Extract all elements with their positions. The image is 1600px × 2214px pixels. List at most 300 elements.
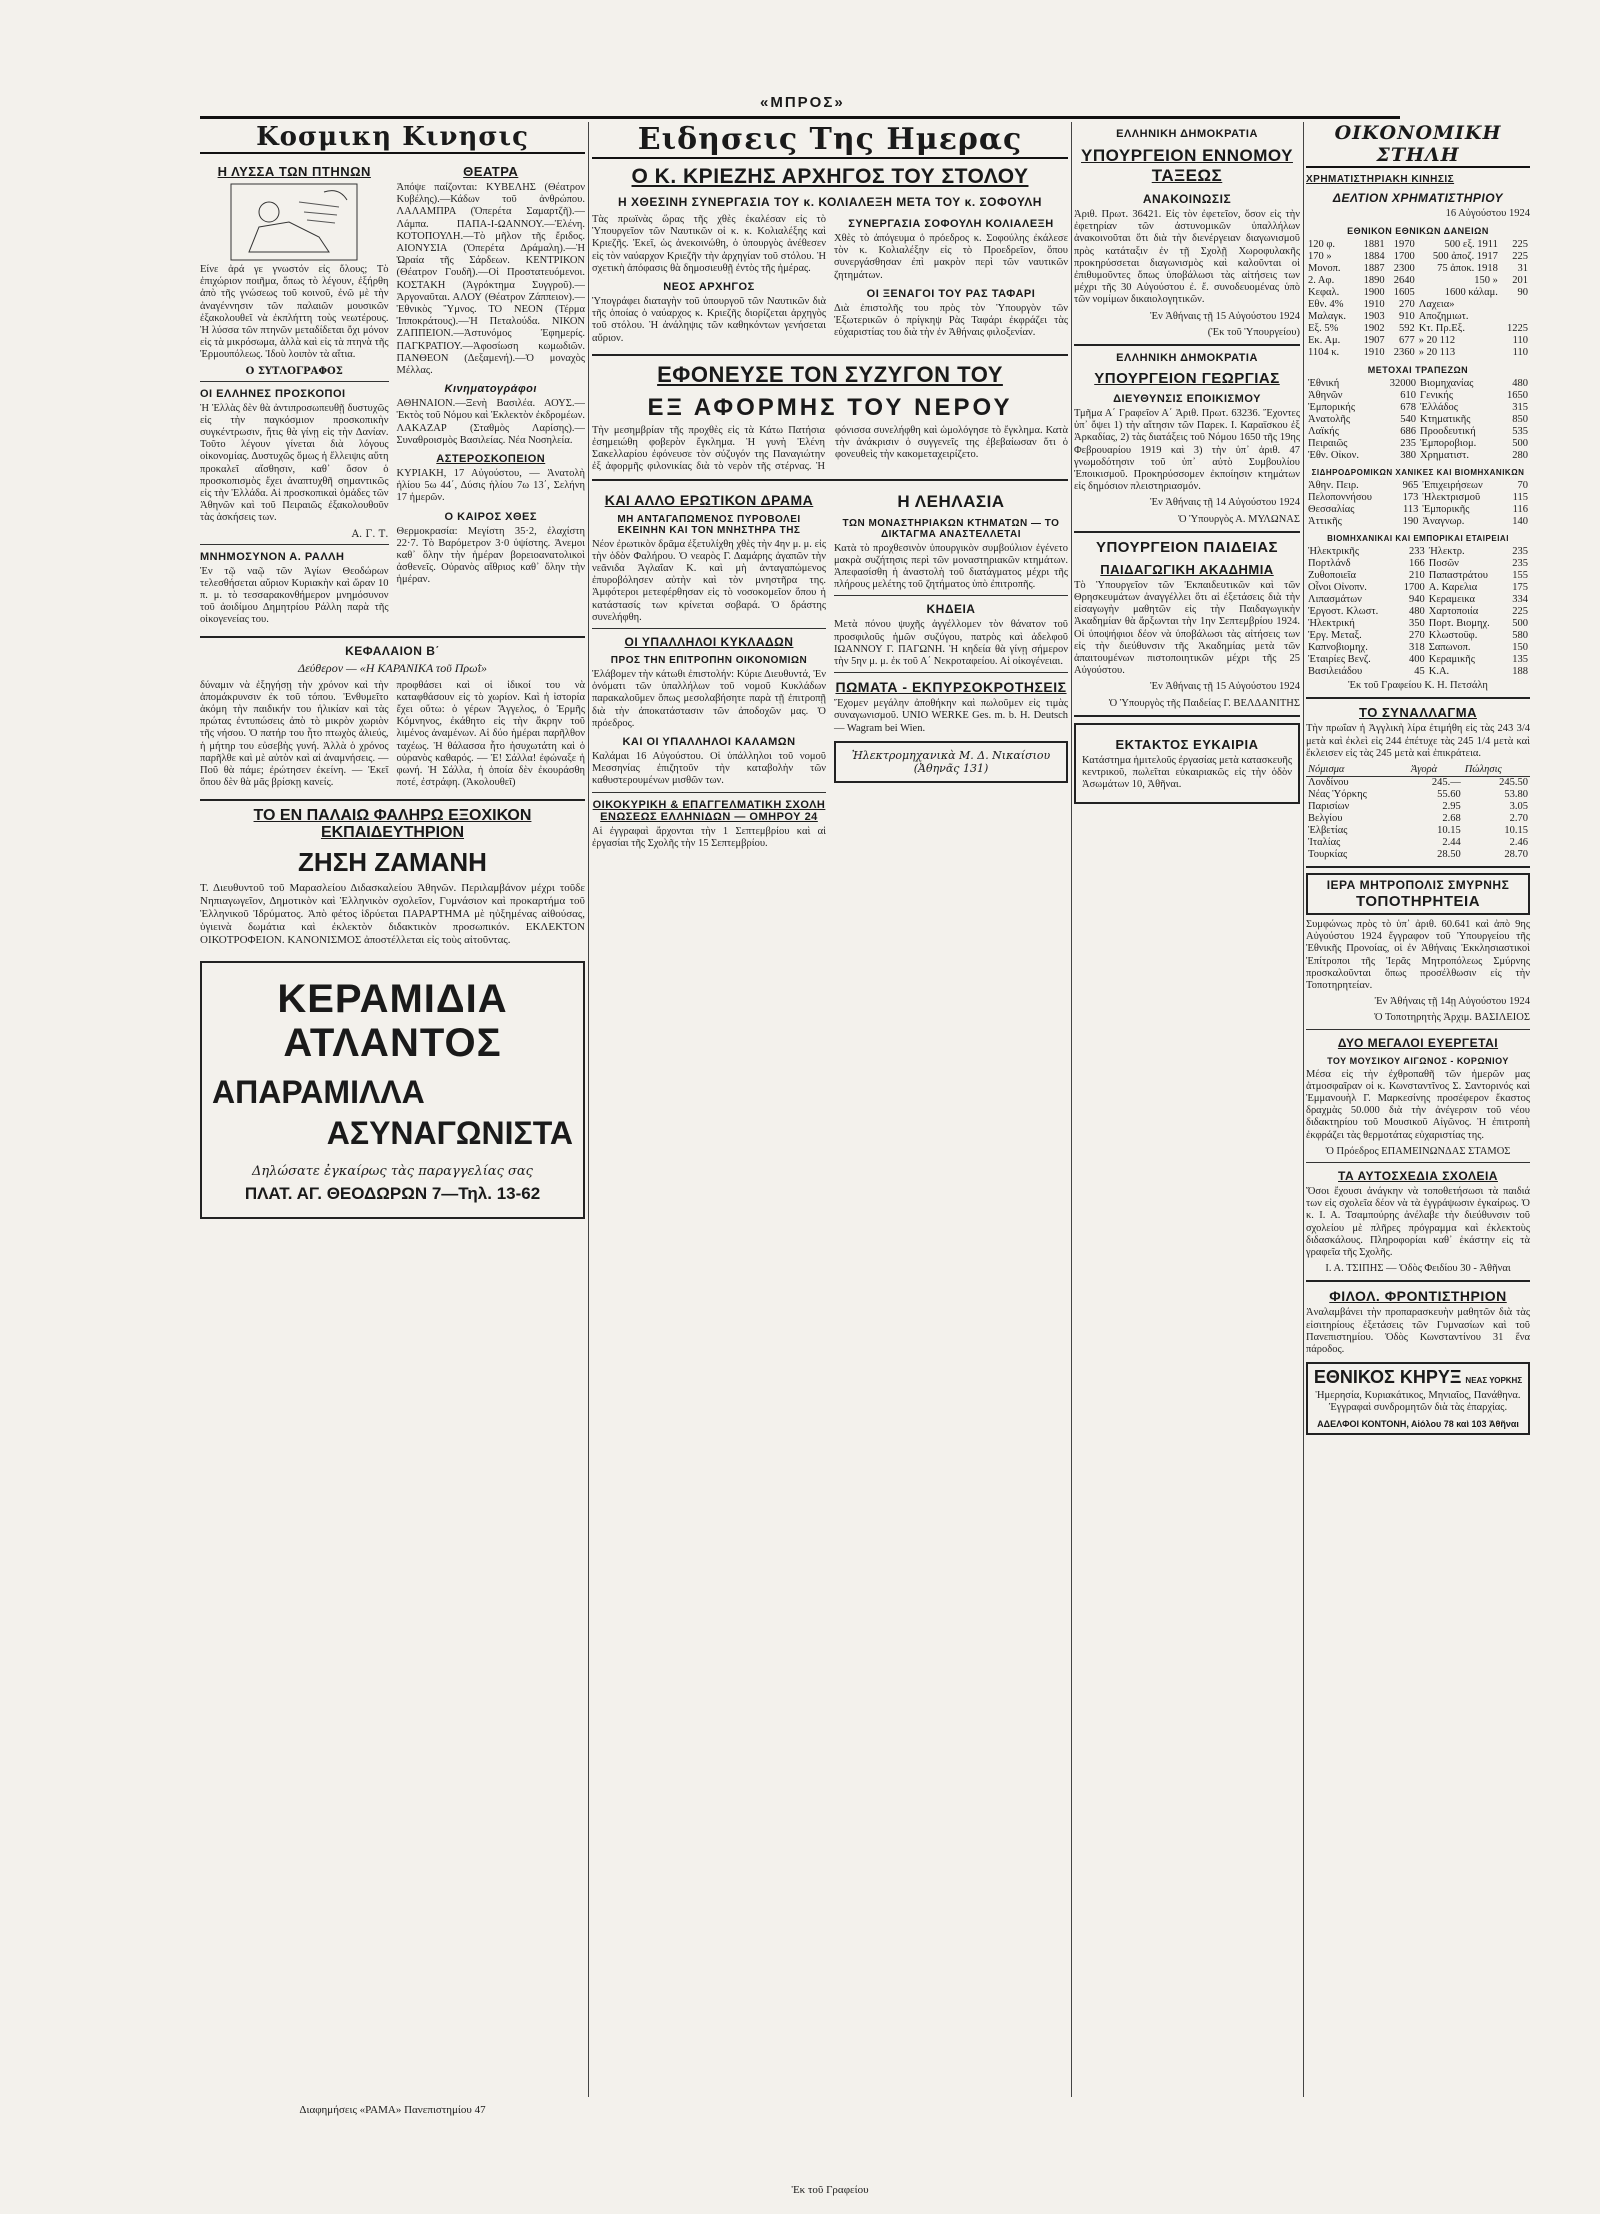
table-cell: Γενικής [1420,390,1453,402]
table-cell: 120 φ. [1308,239,1336,251]
charity-title: ΔΥΟ ΜΕΓΑΛΟΙ ΕΥΕΡΓΕΤΑΙ [1337,1035,1499,1050]
table-cell: 500 [1512,618,1528,630]
headline-sub: ΕΞ ΑΦΟΡΜΗΣ ΤΟΥ ΝΕΡΟΥ [647,393,1013,421]
table-row [1306,825,1530,837]
table-cell: Παπαστράτου [1428,570,1488,582]
table-cell: 1902 [1363,323,1385,335]
table-cell: 350 [1409,618,1425,630]
table-cell: 2.68 [1442,813,1461,825]
news-footer: Ἐκ τοῦ Γραφείου [791,2184,869,2196]
table-cell: Ἀττικῆς [1308,516,1342,528]
table-row [1306,666,1530,678]
table-cell: 850 [1512,414,1528,426]
herald-ad-tag: ΝΕΑΣ ΥΟΡΚΗΣ [1465,1376,1523,1386]
news-body: Κατὰ τὸ προχθεσινὸν ὑπουργικὸν συμβούλιον ἐγένετο μακρὰ συζήτησις περὶ τῶν μοναστηριακῶν κτημάτων. Ἀπεφασίσθη ἡ ἀναστολὴ τοῦ διατάγματος μέχρι τῆς πλήρους μελέτης τοῦ ζητήματος ὑπὸ ἐπιτροπῆς. [834,542,1068,591]
table-cell: 592 [1399,323,1415,335]
table-cell: 318 [1409,642,1425,654]
table-cell: Πελοποννήσου [1308,492,1372,504]
table-cell: 686 [1400,426,1416,438]
bulletin-date: 16 Αὐγούστου 1924 [1445,208,1530,219]
table-cell: 75 ἀποκ. 1918 [1437,263,1498,275]
ad-agency-note: Διαφημήσεις «ΡΑΜΑ» Πανεπιστημίου 47 [299,2104,486,2116]
table-row [1306,450,1530,462]
table-cell: 28.50 [1437,849,1461,861]
tutor-title: ΦΙΛΟΛ. ΦΡΟΝΤΙΣΤΗΡΙΟΝ [1329,1288,1507,1305]
notice-title: ΠΑΙΔΑΓΩΓΙΚΗ ΑΚΑΔΗΜΙΑ [1100,561,1274,577]
table-row [1306,251,1530,263]
table-cell: 233 [1409,546,1425,558]
news-body: Χθὲς τὸ ἀπόγευμα ὁ πρόεδρος κ. Σοφούλης ἐκάλεσε τὸν κ. Κολιαλέξην εἰς τὸ Προεδρεῖον, ὅπου συνεργάσθησαν ἐπὶ μακρὸν περὶ τῶν ναυτικῶν ζητημάτων. [834,233,1068,281]
section-title: ΟΙΚΟΝΟΜΙΚΗ ΣΤΗΛΗ [1306,122,1530,168]
table-row [1306,594,1530,606]
table-row [1306,480,1530,492]
table-row [1306,654,1530,666]
table-cell: 965 [1402,480,1419,492]
table-cell: 166 [1409,558,1425,570]
table-cell: 2300 [1393,263,1415,275]
news-body: Τὰς πρωϊνὰς ὥρας τῆς χθὲς ἐκαλέσαν εἰς τὸ Ὑπουργεῖον τῶν Ναυτικῶν οἱ κ. κ. Κολιαλέξης καὶ Κριεζῆς. Ἐκεῖ, ὡς ἀνεκοινώθη, ὁ ὑπουργὸς ἀνέθεσεν εἰς τὸν ναύαρχον Κριεζῆν τὴν ἀρχηγίαν τοῦ στόλου. Ἡ σχετικὴ ἀπόφασις θὰ δημοσιευθῇ ἐντὸς τῆς ἡμέρας. [592,214,826,274]
industry-title: ΒΙΟΜΗΧΑΝΙΚΑΙ ΚΑΙ ΕΜΠΟΡΙΚΑΙ ΕΤΑΙΡΕΙΑΙ [1327,534,1509,544]
table-cell: Οἶνοι Οἰνοπν. [1308,582,1367,594]
headline-sub: ΜΗ ΑΝΤΑΓΑΠΩΜΕΝΟΣ ΠΥΡΟΒΟΛΕΙ ΕΚΕΙΝΗΝ ΚΑΙ ΤΟΝ ΜΝΗΣΤΗΡΑ ΤΗΣ [617,513,801,536]
fx-intro: Τὴν πρωΐαν ἡ Ἀγγλικὴ λίρα ἐτιμήθη εἰς τὰς 243 3/4 μετὰ καὶ ἐκλεὶ εἰς 244 ἐπέτυχε τὰς 245 1/4 μετὰ καὶ ἔκλεισεν εἰς τὰς 245 μετὰ καὶ ἐπικράτεια. [1306,723,1530,759]
table-cell: 1650 [1507,390,1528,402]
herald-ad [1306,1362,1530,1434]
table-cell: 540 [1400,414,1416,426]
table-cell: 135 [1512,654,1528,666]
table-cell: Ἀθην. Πειρ. [1308,480,1359,492]
table-row [1306,546,1530,558]
banks-table [1306,378,1530,462]
table-cell: Μονοπ. [1308,263,1341,275]
table-cell: 235 [1512,546,1528,558]
table-cell [1500,299,1530,311]
article-title: ΟΙ ΕΛΛΗΝΕΣ ΠΡΟΣΚΟΠΟΙ [200,387,346,400]
news-body: Αἱ ἐγγραφαὶ ἄρχονται τὴν 1 Σεπτεμβρίου καὶ αἱ ἐργασίαι τῆς Σχολῆς τὴν 15 Σεπτεμβρίου. [592,825,826,849]
table-cell: 2.46 [1509,837,1528,849]
table-cell: 110 [1512,347,1528,359]
table-cell: 677 [1399,335,1415,347]
table-cell [1500,311,1530,323]
news-body: Διὰ ἐπιστολῆς του πρὸς τὸν Ὑπουργὸν τῶν Ἐξωτερικῶν ὁ πρίγκηψ Ρὰς Ταφάρι ἐκφράζει τὰς εὐχαριστίας του διὰ τὴν ἐν Ἀθήναις φιλοξενίαν. [834,302,1068,339]
table-row [1306,239,1530,251]
bargain-ad [1074,723,1300,804]
table-row [1306,311,1530,323]
table-cell: 940 [1409,594,1425,606]
news-body: Ἐλάβομεν τὴν κάτωθι ἐπιστολήν: Κύριε Διευθυντά, Ἐν ὀνόματι τῶν ὑπαλλήλων τοῦ νομοῦ Κυκλάδων παρακαλοῦμεν ὅπως μεσολαβήσητε παρὰ τῇ ἐπιτροπῇ διὰ τὴν ἀποκατάστασιν τῶν ἀποδοχῶν μας. Ὁ πρόεδρος. [592,669,826,729]
table-cell: 610 [1400,390,1416,402]
column-society [200,122,585,1225]
section-title: Κοσμικη Κινησις [200,122,585,154]
table-cell: Κλωστοϋφ. [1428,630,1478,642]
table-cell: 1605 [1393,287,1415,299]
table-row [1306,323,1530,335]
herald-ad-address: ΑΔΕΛΦΟΙ ΚΟΝΤΟΝΗ, Αἰόλου 78 καὶ 103 Ἀθῆναι [1317,1418,1519,1429]
weather-title: Ο ΚΑΙΡΟΣ ΧΘΕΣ [444,510,537,523]
tiles-ad-note: Δηλώσατε ἐγκαίρως τὰς παραγγελίας σας [252,1163,533,1179]
column-news [592,122,1068,854]
table-cell: Κεραμικῆς [1428,654,1475,666]
table-cell: Σαπωνοπ. [1428,642,1471,654]
cinema-title: Κινηματογράφοι [444,383,537,396]
table-cell: Ἐθν. Οἰκον. [1308,450,1359,462]
ministry-title: ΥΠΟΥΡΓΕΙΟΝ ΠΑΙΔΕΙΑΣ [1095,538,1279,556]
banks-title: ΜΕΤΟΧΑΙ ΤΡΑΠΕΖΩΝ [1367,365,1469,376]
serial-body: δύναμιν νὰ ἐξηγήσῃ τὴν χρόνον καὶ τὴν ἀπομάκρυνσιν ἐκ τοῦ τόπου. Ἐνθυμεῖτο ἀκόμη τὴν παιδικήν του ἡλικίαν καὶ τὰς πρώτας ἐντυπώσεις ἀπὸ τὸ μικρὸν χωριὸν τῆς νήσου. Ὁ πατήρ του ἦτο πτωχὸς ἁλιεύς, ἡ μήτηρ του εὐσεβὴς γυνή. Ἀλλὰ ὁ χρόνος παρῆλθε καὶ μὲ αὐτὸν καὶ αἱ ἀναμνήσεις. — Ποῦ θὰ πάμε; ἐρώτησεν ἐκείνη. — Ἐκεῖ ὅπου δὲν θὰ μᾶς βρίσκῃ κανείς. [200,679,389,789]
industry-source: Ἐκ τοῦ Γραφείου Κ. Η. Πετσάλη [1348,680,1488,692]
table-cell: 31 [1517,263,1528,275]
table-cell: Ἀθηνῶν [1308,390,1343,402]
article-body: Είνε ἀρά γε γνωστόν εἰς ὅλους; Τὸ ἐπιχώριον ποιῆμα, ὅπως τὸ λέγουν, ἐξήρθη ἀπὸ τῆς γνώσεως τοῦ κοινοῦ, ἐνῶ μὲ τὴν ἀναγέννησιν τῶν παλαιῶν μουσικῶν ἐξακολουθεῖ νὰ ἐκπλήττη τοὺς νεωτέρους. Ἡ λύσσα τῶν πτηνῶν μεταδίδεται ὄχι μόνον εἰς τὰ μικρόσωμα, ἀλλὰ καὶ εἰς τὰ πτηνὰ τῆς Ἐρμουπόλεως. Ἰδοὺ λοιπὸν τὰ αἴτια. [200,264,389,361]
table-cell: Λονδίνου [1308,777,1349,789]
electrical-ad: Ἠλεκτρομηχανικὰ Μ. Δ. Νικαίσιου (Ἀθηνᾶς 131) [834,741,1068,783]
table-cell: 380 [1400,450,1416,462]
table-row [1306,347,1530,359]
table-header-cell: Νόμισμα [1306,764,1409,777]
table-cell: 1884 [1363,251,1385,263]
table-cell: 315 [1512,402,1528,414]
table-header-row [1306,764,1530,777]
notice-date: Ἐν Ἀθήναις τῇ 15 Αὐγούστου 1924 [1150,310,1300,322]
table-cell: 1887 [1363,263,1385,275]
table-cell: Κεφαλ. [1308,287,1340,299]
headline-sub: Η ΧΘΕΣΙΝΗ ΣΥΝΕΡΓΑΣΙΑ ΤΟΥ κ. ΚΟΛΙΑΛΕΞΗ ΜΕΤΑ ΤΟΥ κ. ΣΟΦΟΥΛΗ [618,195,1042,209]
serial-subtitle: Δεύθερον — «Η ΚΑΡΑΝΙΚΑ τοῦ Πρωῒ» [298,660,487,675]
table-cell: Ποσῶν [1428,558,1459,570]
school-sign: Ι. Α. ΤΣΙΠΗΣ — Ὁδὸς Φειδίου 30 - Ἀθῆναι [1325,1263,1511,1275]
school-ad-name: ΖΗΣΗ ΖΑΜΑΝΗ [298,846,487,877]
table-header-cell: Πώλησις [1463,764,1530,777]
school-ad-title: ΤΟ ΕΝ ΠΑΛΑΙΩ ΦΑΛΗΡΩ ΕΞΟΧΙΚΟΝ ΕΚΠΑΙΔΕΥΤΗΡΙΟΝ [253,806,532,842]
section-title: Ειδησεις Της Ημερας [592,122,1068,159]
table-row [1306,813,1530,825]
table-cell: 1970 [1393,239,1415,251]
table-row [1306,504,1530,516]
table-cell: 2.95 [1442,801,1461,813]
serial-title: ΚΕΦΑΛΑΙΟΝ Β΄ [345,643,440,658]
table-cell: Ἠλεκτρική [1308,618,1355,630]
table-cell: 170 » [1308,251,1332,263]
table-cell: Λαχεια» [1418,299,1455,311]
table-cell: 280 [1512,450,1528,462]
table-row [1306,570,1530,582]
notice-sign: Ὁ Ὑπουργὸς Α. ΜΥΛΩΝΑΣ [1178,513,1300,525]
notice-date: Ἐν Ἀθήναις τῇ 15 Αὐγούστου 1924 [1150,681,1300,693]
table-cell: Κτ. Πρ.Εξ. [1418,323,1465,335]
headline: ΠΩΜΑΤΑ - ΕΚΠΥΡΣΟΚΡΟΤΗΣΕΙΣ [835,679,1067,696]
news-subhead: ΝΕΟΣ ΑΡΧΗΓΟΣ [663,281,755,294]
notice-body: Τὸ Ὑπουργεῖον τῶν Ἐκπαιδευτικῶν καὶ τῶν Θρησκευμάτων ἀναγγέλλει ὅτι αἱ ἐξετάσεις διὰ τὴν εἰσαγωγὴν μαθητῶν εἰς τὴν Παιδαγωγικὴν Ἀκαδημίαν θὰ ἄρξωνται τὴν 1ην Σεπτεμβρίου 1924. Οἱ ὑποψήφιοι δέον νὰ ὑποβάλωσι τὰς αἰτήσεις των εἰς τὴν διεύθυνσιν τῆς Ἀκαδημίας μετὰ τῶν ἀπαιτουμένων πιστοποιητικῶν μέχρι τῆς 25 Αὐγούστου. [1074,579,1300,677]
table-cell: Ἀνατολῆς [1308,414,1351,426]
table-row [1306,402,1530,414]
table-cell: 190 [1402,516,1419,528]
tiles-ad [200,961,585,1219]
table-cell: Πορτ. Βιομηχ. [1428,618,1490,630]
table-cell: Ἐμπορικῆς [1422,504,1470,516]
church-box [1306,873,1530,915]
table-cell: Ἐλλάδος [1420,402,1458,414]
table-row [1306,777,1530,790]
theatre-title: ΘΕΑΤΡΑ [463,164,519,179]
article-body: Ἐν τῷ ναῷ τῶν Ἁγίων Θεοδώρων τελεσθήσεται αὔριον Κυριακὴν καὶ ὥραν 10 π. μ. τὸ τεσσαρακονθήμερον μνημόσυνον τοῦ ἀοιδίμου Δημητρίου Ράλλη παρὰ τῆς οἰκογενείας του. [200,565,389,626]
industry-table [1306,546,1530,678]
news-body: Ὑπογράφει διαταγὴν τοῦ ὑπουργοῦ τῶν Ναυτικῶν διὰ τῆς ὁποίας ὁ ναύαρχος κ. Κριεζῆς διορίζεται ἀρχηγὸς τοῦ στόλου. Ἡ ἀνάληψις τῶν καθηκόντων γενήσεται αὔριον. [592,296,826,344]
table-cell: 140 [1512,516,1528,528]
table-cell: 1907 [1363,335,1385,347]
table-cell: 500 εξ. 1911 [1444,239,1498,251]
table-cell: Αποζημιωτ. [1418,311,1469,323]
table-cell: 1700 [1393,251,1415,263]
table-cell: Κτηματικῆς [1420,414,1471,426]
table-cell: 225 [1512,251,1528,263]
tiles-ad-line2: ΑΠΑΡΑΜΙΛΛΑ [212,1074,425,1111]
table-cell: 2. Αφ. [1308,275,1335,287]
table-cell: 245.— [1431,777,1461,789]
table-cell: 1890 [1363,275,1385,287]
table-cell: Προοδευτική [1420,426,1476,438]
table-cell: 2640 [1393,275,1415,287]
column-rule [588,122,589,2097]
rail-title: ΣΙΔΗΡΟΔΡΟΜΙΚΩΝ ΧΑΝΙΚΕΣ ΚΑΙ ΒΙΟΜΗΧΑΝΙΚΩΝ [1311,468,1525,478]
table-cell: 235 [1400,438,1416,450]
table-cell: 910 [1399,311,1415,323]
table-cell: 480 [1409,606,1425,618]
notice-body: Τμῆμα Α΄ Γραφεῖον Α΄ Ἀριθ. Πρωτ. 63236. Ἔχοντες ὑπ᾽ ὄψει 1) τὴν αἴτησιν τῶν Παρεκ. Ι. Καραϊσκου ἐξ Ἀρκαδίας, 2) τὰς διατάξεις τοῦ Νόμου 1650 τῆς 19ης Φεβρουαρίου 1919 καὶ 3) τὴν ὑπ᾽ ἀριθ. 47 γνωμοδότησιν τοῦ ὑπ᾽ αὐτὸ Συμβουλίου Ἐποικισμοῦ. Προκηρύσσομεν ἐκποίησιν κτημάτων εἰς δημόσιον πλειστηριασμόν. [1074,408,1300,493]
school-body: Ὅσοι ἔχουσι ἀνάγκην νὰ τοποθετήσωσι τὰ παιδιά των εἰς σχολεῖα δέον νὰ τὰ ἐγγράψωσιν ἐγκαίρως. Ὁ κ. Ι. Α. Τσαμπούρης ἀνέλαβε τὴν διεύθυνσιν τοῦ σχολείου μὲ πλῆρες πρόγραμμα καὶ ἐκλεκτοὺς διδασκάλους. Πληροφορίαι καθ᾽ ἑκάστην εἰς τὰ γραφεῖα τῆς Σχολῆς. [1306,1186,1530,1259]
headline: ΕΦΟΝΕΥΣΕ ΤΟΝ ΣΥΖΥΓΟΝ ΤΟΥ [657,361,1003,387]
table-cell: Ἰταλίας [1308,837,1341,849]
table-cell: 116 [1512,504,1528,516]
table-row [1306,414,1530,426]
column-notices [1074,122,1300,810]
table-cell: Ἡλεκτρισμοῦ [1422,492,1481,504]
headline: ΚΗΔΕΙΑ [926,602,976,617]
table-cell: Εθν. 4% [1308,299,1344,311]
table-cell: Ἐταιρίες Βενζ. [1308,654,1371,666]
table-cell: 235 [1512,558,1528,570]
news-body: Νέον ἐρωτικὸν δρᾶμα ἐξετυλίχθη χθὲς τὴν 4ην μ. μ. εἰς τὴν ὁδὸν Φαλήρου. Ὁ νεαρὸς Γ. Δαμάρης ἀγαπῶν τὴν νεᾶνιδα Ἀγλαΐαν Κ. καὶ μὴ ἀνταγαπώμενος ἐπυροβόλησεν αὐτὴν καὶ τὸν μνηστῆρα της. Ἀμφότεροι μετεφέρθησαν εἰς τὸ νοσοκομεῖον ὅπου ἡ κατάστασίς των κρίνεται σοβαρά. Ὁ δράστης συνελήφθη. [592,538,826,623]
article-title: ΜΝΗΜΟΣΥΝΟΝ Α. ΡΑΛΛΗ [200,550,345,563]
table-cell: 2.70 [1509,813,1528,825]
headline: ΚΑΙ ΑΛΛΟ ΕΡΩΤΙΚΟΝ ΔΡΑΜΑ [604,491,814,508]
table-cell: Χαρτοποιία [1428,606,1479,618]
church-title: ΙΕΡΑ ΜΗΤΡΟΠΟΛΙΣ ΣΜΥΡΝΗΣ [1326,878,1510,893]
table-cell: Βελγίου [1308,813,1343,825]
table-row [1306,630,1530,642]
headline-sub: ΠΡΟΣ ΤΗΝ ΕΠΙΤΡΟΠΗΝ ΟΙΚΟΝΟΜΙΩΝ [610,655,808,667]
tiles-ad-address: ΠΛΑΤ. ΑΓ. ΘΕΟΔΩΡΩΝ 7—Τηλ. 13-62 [244,1183,541,1203]
table-cell: 201 [1512,275,1528,287]
serial-body: προφθάσει καὶ οἱ ἰδικοί του νὰ καταφθάσουν εἰς τὸ χωρίον. Καὶ ἡ ἰστορία ἔχει οὕτω: ὁ γέρων Ἄγγελος, ὁ Ἐρμῆς Κόμνηνος, ἐκάθητο εἰς τὴν ἄκρην τοῦ λιμένος ἀναμένων. Αἱ δύο ἡμέραι παρῆλθον ταχέως. Ἡ θάλασσα ἦτο ἡσυχωτάτη καὶ ὁ οὐρανὸς καθαρός. — Ἐ! Σάλλα! ἐφώναξε ἡ φωνή. Ἡ Σάλλα, ἡ ὁποία δὲν ἐκουράσθη ποτέ, ἐστράφη. (Ἀκολουθεῖ) [396,679,585,789]
table-row [1306,438,1530,450]
column-rule [1071,122,1072,2097]
table-cell: 28.70 [1504,849,1528,861]
table-cell: 225 [1512,606,1528,618]
writer-illustration [229,182,359,262]
table-cell: » 20 112 [1418,335,1456,347]
charity-body: Μέσα εἰς τὴν ἐχθροπαθῆ τῶν ἡμερῶν μας ἀτμοσφαῖραν οἱ κ. Κωνσταντῖνος Σ. Σαντορινός καὶ Ἐμμανουὴλ Γ. Μαρκεσίνης προσέφερον ἕκαστος δραχμὰς 50.000 διὰ τὴν ἀνέγερσιν τοῦ νέου διδακτηρίου τοῦ Μουσικοῦ Αἰγῶνος. Ἡ ἐπιτροπὴ ἐκφράζει τὰς θερμοτάτας εὐχαριστίας της. [1306,1068,1530,1141]
church-sign: Ὁ Τοποτηρητὴς Ἀρχιμ. ΒΑΣΙΛΕΙΟΣ [1374,1012,1530,1024]
table-cell: 2360 [1393,347,1415,359]
table-cell: 1910 [1363,347,1385,359]
table-cell: 70 [1517,480,1528,492]
table-row [1306,606,1530,618]
tiles-ad-line1: ΚΕΡΑΜΙΔΙΑ ΑΤΛΑΝΤΟΣ [277,977,508,1066]
headline-sub: ΤΩΝ ΜΟΝΑΣΤΗΡΙΑΚΩΝ ΚΤΗΜΑΤΩΝ — ΤΟ ΔΙΚΤΑΓΜΑ ΑΝΑΣΤΕΛΛΕΤΑΙ [842,517,1060,540]
table-cell: 173 [1402,492,1419,504]
table-cell: 245.50 [1499,777,1528,789]
notice-date: Ἐν Ἀθήναις τῇ 14 Αὐγούστου 1924 [1150,497,1300,509]
table-row [1306,789,1530,801]
table-cell: 1910 [1363,299,1385,311]
table-cell: Α. Καρελια [1428,582,1478,594]
table-cell: 1700 [1403,582,1425,594]
table-cell: Ἑλβετίας [1308,825,1348,837]
fx-table [1306,764,1530,861]
column-economy [1306,122,1530,1441]
table-row [1306,287,1530,299]
table-cell: Πορτλάνδ [1308,558,1351,570]
notice-body: Ἀριθ. Πρωτ. 36421. Εἰς τὸν ἐφετεῖον, ὅσον εἰς τὴν ἐφετηρίαν τῶν ἀστυνομικῶν ὑπαλλήλων ἀνακοινοῦται ὅτι διὰ τὴν διενέργειαν διαγωνισμοῦ πρὸς κατάταξιν ἐν τῇ Σχολῇ Χωροφυλακῆς προκηρύσσεται διαγωνισμὸς καὶ καλοῦνται οἱ ἐπιθυμοῦντες ὅπως ὑποβάλωσι τὰς αἰτήσεις των μέχρι τῆς 30 Αὐγούστου ἐ. ἔ. συνοδευομένας ὑπὸ τῶν νομίμων δικαιολογητικῶν. [1074,209,1300,306]
table-cell: Θεσσαλίας [1308,504,1355,516]
table-cell: 270 [1409,630,1425,642]
table-cell: Τουρκίας [1308,849,1348,861]
table-cell: 155 [1512,570,1528,582]
table-row [1306,618,1530,630]
table-row [1306,378,1530,390]
table-cell: 1225 [1507,323,1528,335]
table-cell: 150 » [1474,275,1498,287]
table-cell: Μαλαγκ. [1308,311,1346,323]
tiles-ad-line3: ΑΣΥΝΑΓΩΝΙΣΤΑ [326,1115,573,1152]
church-body: Συμφώνως πρὸς τὸ ὑπ᾽ ἀριθ. 60.641 καὶ ἀπὸ 9ης Αὐγούστου 1924 ἔγγραφον τοῦ Ὑπουργείου τῆς Ἐθνικῆς Προνοίας, οἱ ἐν Ἀθήναις Ἐκκλησιαστικοὶ Ἐπίτροποι τῆς Ἱερᾶς Μητροπόλεως Σμύρνης προσκαλοῦνται ὅπως προσέλθωσιν εἰς τὴν Τοποτηρητείαν. [1306,919,1530,992]
table-cell: 53.80 [1504,789,1528,801]
table-cell: 90 [1517,287,1528,299]
observatory-title: ΑΣΤΕΡΟΣΚΟΠΕΙΟΝ [436,453,546,466]
table-cell: 175 [1512,582,1528,594]
table-cell: Χρηματιστ. [1420,450,1469,462]
table-row [1306,516,1530,528]
table-cell: Λαϊκής [1308,426,1339,438]
table-cell: Λιπασμάτων [1308,594,1362,606]
table-cell: 115 [1512,492,1528,504]
bargain-ad-title: ΕΚΤΑΚΤΟΣ ΕΥΚΑΙΡΙΑ [1115,736,1259,752]
table-cell: 1903 [1363,311,1385,323]
cinema-listing: ΑΘΗΝΑΙΟΝ.—Ξενὴ Βασιλέα. ΑΟΥΣ.—Ἐκτὸς τοῦ Νόμου καὶ Ἐκλεκτὸν ἐκδρομέων. ΛΑΚΑΖΑΡ (Σταθμὸς Λαρίσης).—Συναθροισμὸς Βασιλείας. Νέα Νοσηλεία. [396,398,585,446]
notice-title: ΑΝΑΚΟΙΝΩΣΙΣ [1142,192,1232,206]
bonds-title: ΕΘΝΙΚΟΝ ΕΘΝΙΚΩΝ ΔΑΝΕΙΩΝ [1347,226,1489,237]
observatory-body: ΚΥΡΙΑΚΗ, 17 Αὐγούστου, — Ἀνατολὴ ἡλίου 5ω 44΄, Δύσις ἡλίου 7ω 13΄, Σελήνη 17 ἡμερῶν. [396,468,585,504]
table-cell: Πειραιῶς [1308,438,1348,450]
table-cell: Εκ. Αμ. [1308,335,1341,347]
fx-title: ΤΟ ΣΥΝΑΛΛΑΓΜΑ [1359,705,1477,721]
table-cell: Ἀναγνωρ. [1422,516,1465,528]
table-cell: 334 [1512,594,1528,606]
news-body: Ἔχομεν μεγάλην ἀποθήκην καὶ πωλοῦμεν εἰς τιμὰς συναγωνισμοῦ. UNIO WERKE Ges. m. b. H. Deutsch — Wagram bei Wien. [834,698,1068,734]
rail-table [1306,480,1530,528]
table-cell: 678 [1400,402,1416,414]
weather-body: Θερμοκρασία: Μεγίστη 35·2, ἐλαχίστη 22·7. Τὸ Βαρόμετρον 3·0 ὑψίστης. Ἀνεμοι καθ᾽ ὅλην τὴν ἡμέραν βορειοανατολικοὶ ἀσθενεῖς. Οὐρανὸς αἴθριος καθ᾽ ὅλην τὴν ἡμέραν. [396,525,585,586]
table-cell: Καπνοβιομηχ. [1308,642,1368,654]
herald-ad-body: Ἡμερησία, Κυριακάτικος, Μηνιαῖος, Πανάθηνα. Ἐγγραφαὶ συνδρομητῶν διὰ τὰς ἐπαρχίας. [1315,1390,1521,1414]
table-cell: Βιομηχανίας [1420,378,1474,390]
theatre-listing: Ἀπόψε παίζονται: ΚΥΒΕΛΗΣ (Θέατρον Κυβέλης).—Κάδων τοῦ ἀνθρώπου. ΛΑΛΑΜΠΡΑ (Ὀπερέτα Σαμαρτζῆ).—Λάμπα. ΠΑΠΑ-Ι-ΩΑΝΝΟΥ.—Ἐλένη. ΚΟΤΟΠΟΥΛΗ.—Τὸ μῆλον τῆς ἔριδος. ΑΙΟΝΥΣΙΑ (Ὀπερέτα Δράμαλη).—Ἡ Ὡραία τῆς Σάρδεων. ΚΕΝΤΡΙΚΟΝ (Θέατρον Γουδῆ).—Οἱ Προστατευόμενοι. ΚΟΣΤΑΚΗ (Ἀγρόκτημα Συγγροῦ).—Ἀργοναῦται. ΑΛΟΥ (Θέατρον Ζάππειον).—Ἐθνικὸς Ὕμνος. ΤΟ ΝΕΟΝ (Τέρμα Ἱπποκράτους).—Ἡ Πεταλούδα. ΝΙΚΟΝ ΖΑΠΠΕΙΟΝ.—Ἀστυνόμος Ἐφημερίς. ΠΑΓΚΡΑΤΙΟΥ.—Ἀφοσίωση κωμωδιῶν. ΠΑΝΘΕΟΝ (Δεξαμενή).—Ὁ μοναχὸς Μέλλας. [396,182,585,377]
table-row [1306,263,1530,275]
table-cell: 500 [1512,438,1528,450]
table-cell: 270 [1399,299,1415,311]
sub-title: ΧΡΗΜΑΤΙΣΤΗΡΙΑΚΗ ΚΙΝΗΣΙΣ [1306,174,1455,185]
notice-title: ΔΙΕΥΘΥΝΣΙΣ ΕΠΟΙΚΙΣΜΟΥ [1113,393,1261,406]
table-cell: Ἐπιχειρήσεων [1422,480,1483,492]
table-cell: 480 [1512,378,1528,390]
table-cell: 535 [1512,426,1528,438]
church-sub: ΤΟΠΟΤΗΡΗΤΕΙΑ [1355,893,1481,911]
table-cell: Βασιλειάδου [1308,666,1363,678]
table-row [1306,275,1530,287]
tutor-body: Ἀναλαμβάνει τὴν προπαρασκευὴν μαθητῶν διὰ τὰς εἰσιτηρίους ἐξετάσεις τῶν Γυμνασίων καὶ τοῦ Πανεπιστημίου. Ὁδὸς Κωνσταντίνου 31 ἕνα πάροδος. [1306,1307,1530,1356]
table-cell: 1600 κάλαμ. [1444,287,1498,299]
table-cell: 225 [1512,239,1528,251]
headline: Ο Κ. ΚΡΙΕΖΗΣ ΑΡΧΗΓΟΣ ΤΟΥ ΣΤΟΛΟΥ [631,165,1029,188]
table-row [1306,492,1530,504]
table-cell: 3.05 [1509,801,1528,813]
table-cell: Ἠλεκτρ. [1428,546,1465,558]
school-ad-body: Τ. Διευθυντοῦ τοῦ Μαρασλείου Διδασκαλείου Ἀθηνῶν. Περιλαμβάνον μέχρι τοῦδε Νηπιαγωγεῖον, Δημοτικὸν καὶ Ἑλληνικὸν σχολεῖον, Γυμνάσιον καὶ προκαρτήμα τοῦ Ἑλληνικοῦ Ἰδρύματος. Ἀπὸ φέτος ἱδρύεται ΠΑΡΑΡΤΗΜΑ μὲ ηὐξημένας αἰθούσας, ὑγιεινὰ δωμάτια καὶ ἐκλεκτὸν διδακτικὸν προσωπικόν. ΕΚΛΕΚΤΟΝ ΟΙΚΟΤΡΟΦΕΙΟΝ. ΚΑΝΟΝΙΣΜΟΣ ἀποστέλλεται εἰς τοὺς αἰτοῦντας. [200,882,585,947]
bonds-table [1306,239,1530,359]
table-row [1306,558,1530,570]
table-cell: 210 [1409,570,1425,582]
table-cell: Κ.Α. [1428,666,1450,678]
notice-header: ΕΛΛΗΝΙΚΗ ΔΗΜΟΚΡΑΤΙΑ [1116,128,1258,140]
table-row [1306,299,1530,311]
table-cell: 1881 [1363,239,1385,251]
table-cell: Ζυθοποιεῖα [1308,570,1357,582]
article-title: Η ΛΥΣΣΑ ΤΩΝ ΠΤΗΝΩΝ [217,164,371,179]
church-date: Ἐν Ἀθήναις τῇ 14ῃ Αὐγούστου 1924 [1374,996,1530,1008]
bargain-ad-body: Κατάστημα ἡμιτελοῦς ἐργασίας μετὰ κατασκευῆς κεντρικοῦ, πωλεῖται εὐκαιριακῶς εἰς τὴν ὁδὸν Ἀσωμάτων 10, Ἀθῆναι. [1082,754,1293,791]
charity-sign: Ὁ Πρόεδρος ΕΠΑΜΕΙΝΩΝΔΑΣ ΣΤΑΜΟΣ [1325,1145,1511,1157]
school-title: ΤΑ ΑΥΤΟΣΧΕΔΙΑ ΣΧΟΛΕΙΑ [1338,1169,1498,1184]
ministry-title: ΥΠΟΥΡΓΕΙΟΝ ΕΝΝΟΜΟΥ ΤΑΞΕΩΣ [1081,146,1293,185]
table-cell: Ἐμπορικής [1308,402,1356,414]
headline: Η ΛΕΗΛΑΣΙΑ [897,491,1005,511]
table-cell: 10.15 [1437,825,1461,837]
headline: ΟΙΚΟΚΥΡΙΚΗ & ΕΠΑΓΓΕΛΜΑΤΙΚΗ ΣΧΟΛΗ ΕΝΩΣΕΩΣ ΕΛΛΗΝΙΔΩΝ — ΟΜΗΡΟΥ 24 [592,798,826,823]
table-header-cell: Ἀγορὰ [1409,764,1463,777]
table-cell: Ἠλεκτρικῆς [1308,546,1360,558]
table-cell: 110 [1512,335,1528,347]
table-cell: 150 [1512,642,1528,654]
table-row [1306,390,1530,402]
news-body: Τὴν μεσημβρίαν τῆς προχθὲς εἰς τὰ Κάτω Πατήσια ἐσημειώθη φοβερὸν ἔγκλημα. Ἡ γυνὴ Ἐλένη Σακελλαρίου ἐφόνευσε τὸν σύζυγόν της Παναγιώτην ἐξ ἀφορμῆς φιλονικίας διὰ τὸ νερὸν τῆς στέρνας. Ἡ φόνισσα συνελήφθη καὶ ὡμολόγησε τὸ ἔγκλημα. Κατὰ τὴν ἀνάκρισιν ὁ συγγενεῖς της ἐβεβαίωσαν ὅτι ὁ φονευθεὶς τὴν κακομεταχειρίζετο. [592,424,1068,473]
news-body: Μετὰ πόνου ψυχῆς ἀγγέλλομεν τὸν θάνατον τοῦ προσφιλοῦς ἡμῶν συζύγου, πατρὸς καὶ ἀδελφοῦ ΙΩΑΝΝΟΥ Γ. ΠΑΓΩΝΗ. Ἡ κηδεία θὰ γίνῃ σήμερον τὴν 5ην μ. μ. ἐκ τοῦ Α΄ Νεκροταφείου. Αἱ οἰκογένειαι. [834,619,1068,668]
table-cell: Εξ. 5% [1308,323,1339,335]
column-rule [1303,122,1304,2097]
table-cell: 113 [1402,504,1419,516]
table-cell: Ἐργοστ. Κλωστ. [1308,606,1379,618]
table-cell: Νέας Ὑόρκης [1308,789,1367,801]
table-cell: 55.60 [1437,789,1461,801]
notice-header: ΕΛΛΗΝΙΚΗ ΔΗΜΟΚΡΑΤΙΑ [1116,352,1258,365]
table-row [1306,642,1530,654]
table-cell: Κεραμεικα [1428,594,1476,606]
masthead [200,96,1400,119]
news-subhead: ΣΥΝΕΡΓΑΣΙΑ ΣΟΦΟΥΛΗ ΚΟΛΙΑΛΕΞΗ [848,218,1054,230]
table-row [1306,582,1530,594]
table-row [1306,426,1530,438]
ministry-title: ΥΠΟΥΡΓΕΙΟΝ ΓΕΩΡΓΙΑΣ [1094,370,1280,388]
newspaper-name: «ΜΠΡΟΣ» [760,94,845,111]
